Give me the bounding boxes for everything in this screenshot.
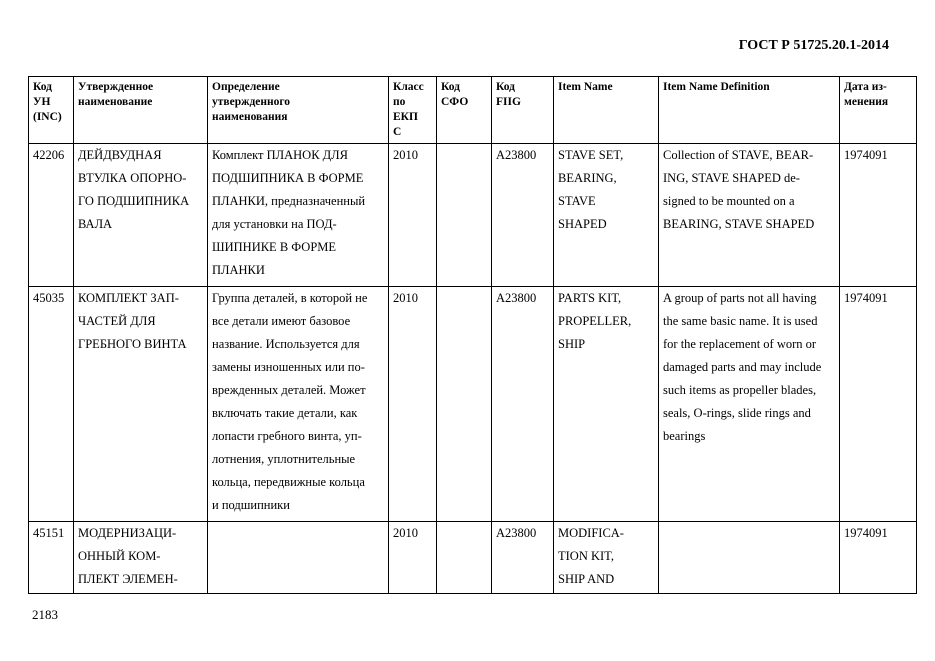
cell-change-date: 1974091 [840, 144, 917, 287]
cell-sfo-code [437, 522, 492, 594]
cell-ekps-class: 2010 [389, 522, 437, 594]
cell-definition: Группа деталей, в которой не все детали имеют базовое название. Используется для замены изношенных или по- врежденных деталей. Может включать такие детали, как лопасти гребного винта, уп- лотнения, уплотнительные кольца, передвижные кольца и подшипники [208, 287, 389, 522]
cell-item-name-definition: Collection of STAVE, BEAR- ING, STAVE SHAPED de- signed to be mounted on a BEARING, STAVE SHAPED [659, 144, 840, 287]
cell-sfo-code [437, 287, 492, 522]
cell-item-name: PARTS KIT, PROPELLER, SHIP [554, 287, 659, 522]
table-row [29, 522, 917, 594]
cell-item-name-definition [659, 522, 840, 594]
items-table [28, 76, 917, 594]
col-header-ekps-class: Класс по ЕКП С [389, 77, 437, 144]
cell-inc: 45151 [29, 522, 74, 594]
cell-fiig-code: A23800 [492, 144, 554, 287]
table-header-row [29, 77, 917, 144]
cell-definition [208, 522, 389, 594]
cell-fiig-code: A23800 [492, 287, 554, 522]
col-header-inc: Код УН (INC) [29, 77, 74, 144]
page-number: 2183 [32, 607, 58, 622]
cell-item-name: STAVE SET, BEARING, STAVE SHAPED [554, 144, 659, 287]
cell-approved-name: ДЕЙДВУДНАЯ ВТУЛКА ОПОРНО- ГО ПОДШИПНИКА ВАЛА [74, 144, 208, 287]
cell-sfo-code [437, 144, 492, 287]
cell-ekps-class: 2010 [389, 144, 437, 287]
cell-ekps-class: 2010 [389, 287, 437, 522]
document-code: ГОСТ Р 51725.20.1-2014 [738, 38, 889, 53]
cell-inc: 45035 [29, 287, 74, 522]
table-row [29, 287, 917, 522]
cell-change-date: 1974091 [840, 522, 917, 594]
cell-approved-name: КОМПЛЕКТ ЗАП- ЧАСТЕЙ ДЛЯ ГРЕБНОГО ВИНТА [74, 287, 208, 522]
cell-item-name: MODIFICA- TION KIT, SHIP AND [554, 522, 659, 594]
col-header-definition: Определение утвержденного наименования [208, 77, 389, 144]
col-header-item-name: Item Name [554, 77, 659, 144]
col-header-approved-name: Утвержденное наименование [74, 77, 208, 144]
cell-approved-name: МОДЕРНИЗАЦИ- ОННЫЙ КОМ- ПЛЕКТ ЭЛЕМЕН- [74, 522, 208, 594]
cell-item-name-definition: A group of parts not all having the same basic name. It is used for the replacement of worn or damaged parts and may include such items as propeller blades, seals, O-rings, slide rings and bearings [659, 287, 840, 522]
cell-fiig-code: A23800 [492, 522, 554, 594]
col-header-item-name-definition: Item Name Definition [659, 77, 840, 144]
cell-change-date: 1974091 [840, 287, 917, 522]
cell-definition: Комплект ПЛАНОК ДЛЯ ПОДШИПНИКА В ФОРМЕ ПЛАНКИ, предназначенный для установки на ПОД- ШИПНИКЕ В ФОРМЕ ПЛАНКИ [208, 144, 389, 287]
col-header-change-date: Дата из- менения [840, 77, 917, 144]
col-header-sfo-code: Код СФО [437, 77, 492, 144]
col-header-fiig-code: Код FIIG [492, 77, 554, 144]
cell-inc: 42206 [29, 144, 74, 287]
table-row [29, 144, 917, 287]
